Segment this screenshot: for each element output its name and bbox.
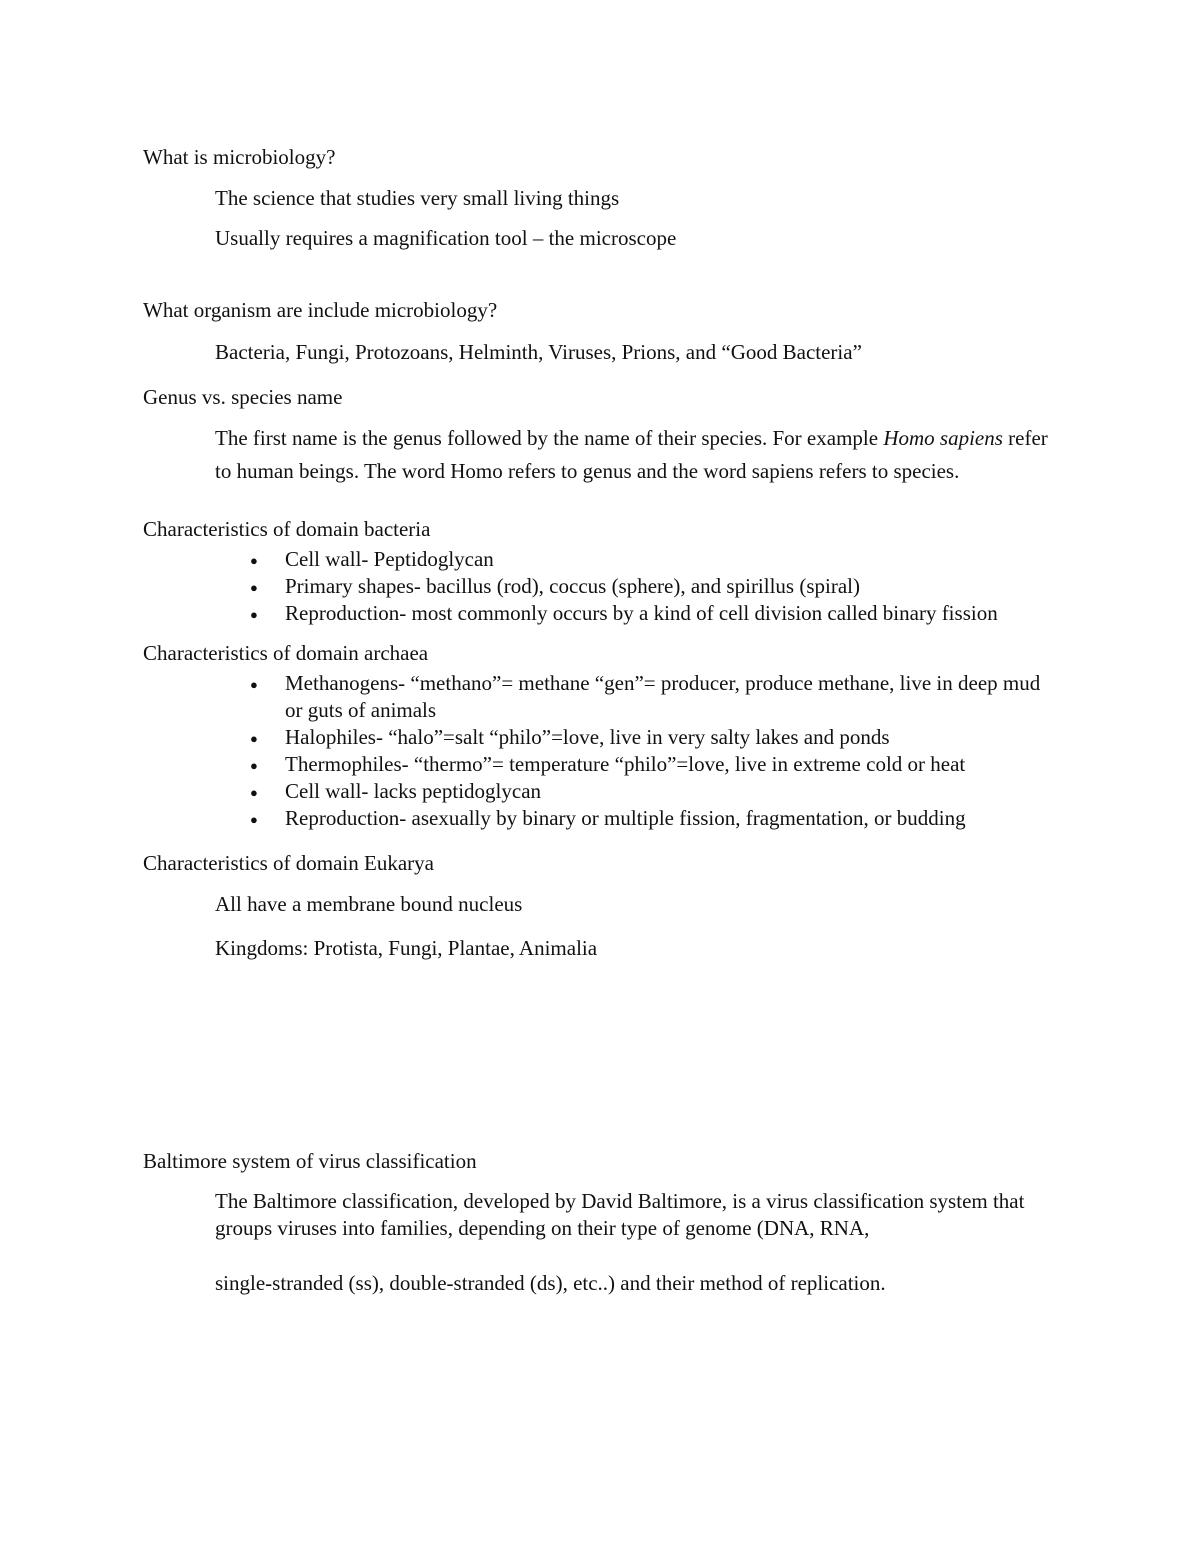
section-heading-domain-archaea: Characteristics of domain archaea xyxy=(143,641,429,665)
section-heading-organisms-included: What organism are include microbiology? xyxy=(143,298,498,322)
paragraph-text: refer to human beings. The word Homo refers to genus and the word sapiens refers to species. xyxy=(215,426,1048,483)
section-heading-genus-vs-species: Genus vs. species name xyxy=(143,385,343,409)
list-item: ● Reproduction- most commonly occurs by a kind of cell division called binary fission xyxy=(285,600,1050,627)
bullet-list-bacteria xyxy=(143,546,1050,627)
paragraph-text: The first name is the genus followed by the name of their species. For example xyxy=(215,426,884,450)
section-heading-what-is-microbiology: What is microbiology? xyxy=(143,145,336,169)
paragraph xyxy=(215,422,1050,488)
section-heading-domain-bacteria: Characteristics of domain bacteria xyxy=(143,517,431,541)
paragraph: All have a membrane bound nucleus xyxy=(215,892,523,916)
section-heading-domain-eukarya: Characteristics of domain Eukarya xyxy=(143,851,434,875)
paragraph: The science that studies very small living things xyxy=(215,186,620,210)
list-item: ● Cell wall- Peptidoglycan xyxy=(285,546,1050,573)
list-item: ● Halophiles- “halo”=salt “philo”=love, live in very salty lakes and ponds xyxy=(285,724,1050,751)
paragraph: The Baltimore classification, developed by David Baltimore, is a virus classification system that groups viruses into families, depending on their type of genome (DNA, RNA, xyxy=(215,1189,1025,1240)
bullet-list-archaea xyxy=(143,670,1050,832)
list-item: ● Primary shapes- bacillus (rod), coccus (sphere), and spirillus (spiral) xyxy=(285,573,1050,600)
paragraph: Kingdoms: Protista, Fungi, Plantae, Animalia xyxy=(215,936,598,960)
section-heading-baltimore-system: Baltimore system of virus classification xyxy=(143,1149,477,1173)
list-item: ● Reproduction- asexually by binary or multiple fission, fragmentation, or budding xyxy=(285,805,1050,832)
list-item: ● Methanogens- “methano”= methane “gen”= producer, produce methane, live in deep mud or guts of animals xyxy=(285,670,1050,724)
paragraph: Bacteria, Fungi, Protozoans, Helminth, Viruses, Prions, and “Good Bacteria” xyxy=(215,340,862,364)
list-item: ● Thermophiles- “thermo”= temperature “philo”=love, live in extreme cold or heat xyxy=(285,751,1050,778)
paragraph: single-stranded (ss), double-stranded (ds), etc..) and their method of replication. xyxy=(215,1271,886,1295)
paragraph: Usually requires a magnification tool – the microscope xyxy=(215,226,677,250)
list-item: ● Cell wall- lacks peptidoglycan xyxy=(285,778,1050,805)
italic-species-name: Homo sapiens xyxy=(883,426,1003,450)
